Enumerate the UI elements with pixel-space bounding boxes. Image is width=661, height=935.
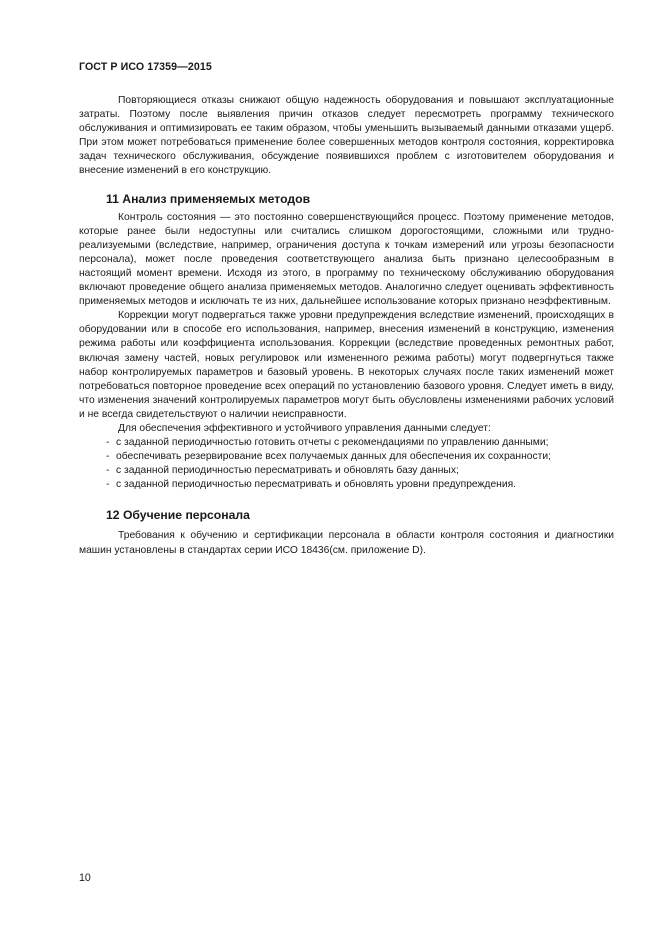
list-item: - с заданной периодичностью готовить отчеты с рекомендациями по управлению данными;	[106, 436, 614, 450]
section-11-paragraph-2: Коррекции могут подвергаться также уровни предупреждения вследствие изменений, происходящих в оборудовании или в способе его использования, например, внесения изменений в конструкцию, изменения режима работы или коэффициента использования. Коррекции (вследствие проведенных ремонтных работ, включая замену частей, новых регулировок или измененного режима работы) могут подвергнуться также набор контролируемых параметров и базовый уровень. В некоторых случаях после таких изменений может потребоваться повторное проведение всех операций по установлению базового уровня. Следует иметь в виду, что изменения значений контролируемых параметров могут быть обусловлены изменениями рабочих условий и не всегда свидетельствуют о наличии неисправности.	[79, 310, 614, 420]
document-header: ГОСТ Р ИСО 17359—2015	[79, 61, 212, 73]
section-12-paragraph: Требования к обучению и сертификации персонала в области контроля состояния и диагностики машин установлены в стандартах серии ИСО 18436(см. приложение D).	[79, 530, 614, 556]
page-content	[79, 94, 614, 558]
list-item: - с заданной периодичностью пересматривать и обновлять базу данных;	[106, 464, 614, 478]
list-item: - с заданной периодичностью пересматривать и обновлять уровни предупреждения.	[106, 478, 614, 492]
section-11-list-intro: Для обеспечения эффективного и устойчивого управления данными следует:	[118, 422, 491, 434]
section-11-paragraph-1: Контроль состояния — это постоянно совершенствующийся процесс. Поэтому применение методов, которые ранее были недоступны или считались слишком дорогостоящими, сложными или трудно-реализуемыми (вследствие, например, ограничения доступа к точкам измерений или угрозы безопасности персонала), может после проведения соответствующего анализа быть признано целесообразным в настоящий момент времени. Исходя из этого, в программу по техническому обслуживанию оборудования включают проведение общего анализа применяемых методов. Аналогично следует оценивать эффективность применяемых методов и исключать те из них, дальнейшее использование которых признано неэффективным.	[79, 211, 614, 308]
page-number: 10	[79, 872, 91, 884]
data-management-list	[79, 436, 614, 492]
intro-paragraph: Повторяющиеся отказы снижают общую надежность оборудования и повышают эксплуатационные затраты. Поэтому после выявления причин отказов следует пересмотреть программу технического обслуживания и оптимизировать ее таким образом, чтобы уменьшить вызываемый данными отказами ущерб. При этом может потребоваться применение более совершенных методов контроля состояния, корректировка задач технического обслуживания, обсуждение появившихся проблем с изготовителем оборудования и внесение изменений в его конструкцию.	[79, 95, 614, 177]
section-12-heading: 12 Обучение персонала	[106, 508, 250, 523]
section-11-heading: 11 Анализ применяемых методов	[106, 191, 311, 206]
list-item: - обеспечивать резервирование всех получаемых данных для обеспечения их сохранности;	[106, 450, 614, 464]
